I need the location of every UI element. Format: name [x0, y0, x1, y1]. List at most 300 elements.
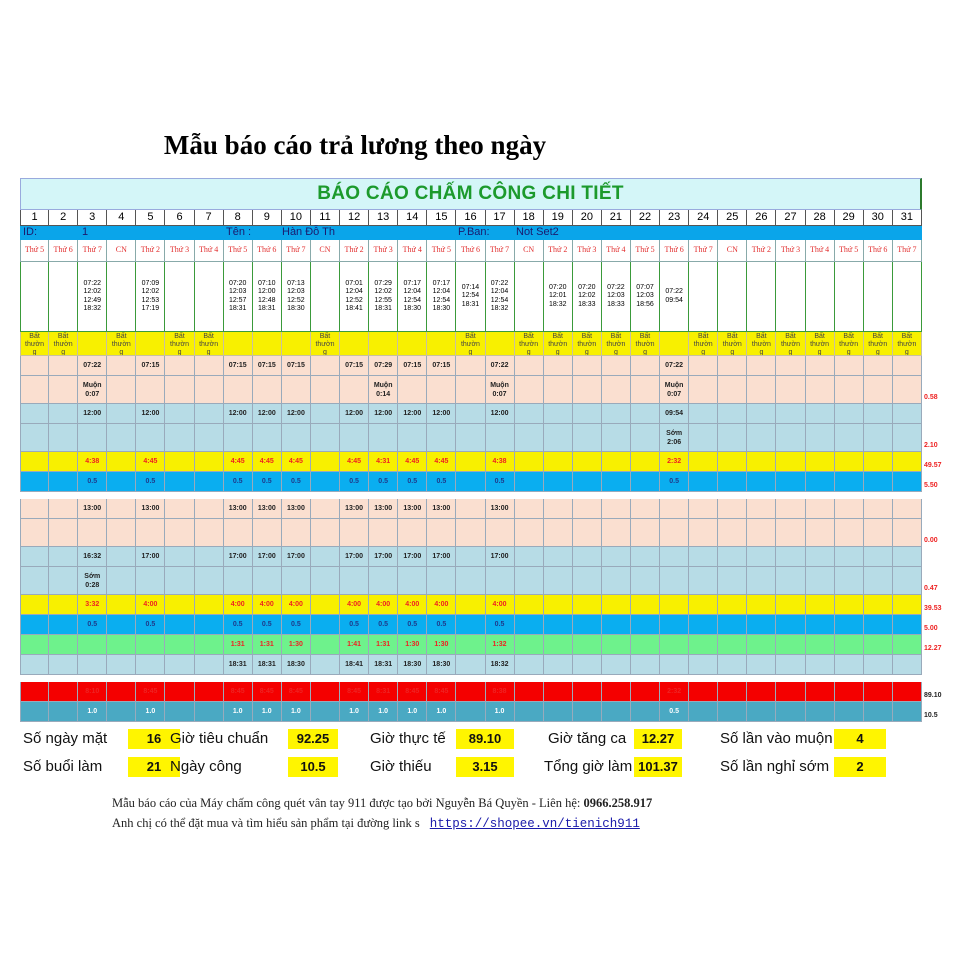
data-cell: 07:22 — [486, 356, 515, 376]
data-cell — [631, 682, 660, 702]
data-cell — [107, 452, 136, 472]
data-cell — [864, 499, 893, 519]
data-cell — [573, 404, 602, 424]
data-cell: 07:15 — [253, 356, 282, 376]
data-cell — [835, 567, 864, 595]
data-cell — [195, 682, 224, 702]
data-cell: 12:00 — [78, 404, 107, 424]
data-cell — [49, 519, 78, 547]
data-cell: 0.5 — [660, 702, 689, 722]
abnormal-row — [20, 332, 922, 356]
day-number-cell: 8 — [224, 210, 253, 226]
data-cell — [20, 519, 49, 547]
data-cell: 07:15 — [398, 356, 427, 376]
data-cell — [776, 615, 805, 635]
data-cell — [20, 472, 49, 492]
data-cell: 0.5 — [427, 472, 456, 492]
data-cell — [165, 472, 194, 492]
data-cell — [515, 547, 544, 567]
data-cell: 4:45 — [282, 452, 311, 472]
data-cell — [835, 452, 864, 472]
data-cell — [20, 655, 49, 675]
data-cell — [456, 376, 485, 404]
data-cell — [864, 615, 893, 635]
gio-thuc-te-value: 89.10 — [456, 729, 514, 749]
data-cell: 0.5 — [398, 472, 427, 492]
data-cell — [631, 472, 660, 492]
data-cell — [253, 376, 282, 404]
data-cell — [107, 424, 136, 452]
data-cell — [165, 635, 194, 655]
data-cell — [456, 615, 485, 635]
report-banner: BÁO CÁO CHẤM CÔNG CHI TIẾT — [20, 178, 922, 210]
data-cell — [544, 547, 573, 567]
data-cell — [515, 356, 544, 376]
data-cell — [689, 356, 718, 376]
data-cell: 0.5 — [340, 472, 369, 492]
data-cell — [398, 519, 427, 547]
data-cell — [689, 376, 718, 404]
data-cell — [747, 424, 776, 452]
data-cell: 8:45 — [282, 682, 311, 702]
data-cell: 07:22 — [78, 356, 107, 376]
id-value: 1 — [82, 226, 89, 238]
data-cell — [340, 376, 369, 404]
punch-times-row — [20, 262, 922, 332]
data-cell — [49, 635, 78, 655]
abnormal-cell: Bất thườn g — [689, 332, 718, 356]
data-cell — [49, 615, 78, 635]
data-cell: 17:00 — [224, 547, 253, 567]
data-cell: Muộn 0:07 — [78, 376, 107, 404]
row-total: 12.27 — [924, 645, 942, 652]
data-cell — [689, 702, 718, 722]
data-cell: 13:00 — [282, 499, 311, 519]
data-cell — [689, 635, 718, 655]
data-cell — [195, 519, 224, 547]
data-cell: 1.0 — [369, 702, 398, 722]
data-cell — [311, 499, 340, 519]
data-cell: 4:00 — [136, 595, 165, 615]
data-cell: 0.5 — [224, 615, 253, 635]
abnormal-cell — [398, 332, 427, 356]
summary-panel — [20, 728, 922, 788]
so-lan-vao-muon-value: 4 — [834, 729, 886, 749]
abnormal-cell — [660, 332, 689, 356]
data-cell: 17:00 — [486, 547, 515, 567]
summary-gio-thieu: Giờ thiếu — [370, 758, 432, 775]
data-cell — [689, 655, 718, 675]
punch-cell: 07:20 12:01 18:32 — [544, 262, 573, 332]
data-cell — [544, 635, 573, 655]
data-cell — [20, 356, 49, 376]
data-cell — [602, 472, 631, 492]
data-cell — [747, 595, 776, 615]
data-cell — [893, 519, 922, 547]
data-cell — [78, 519, 107, 547]
data-cell — [311, 615, 340, 635]
data-cell: 4:00 — [340, 595, 369, 615]
data-cell — [136, 376, 165, 404]
data-cell — [427, 376, 456, 404]
data-cell — [544, 472, 573, 492]
data-cell — [486, 424, 515, 452]
data-row — [20, 499, 922, 519]
data-cell — [835, 595, 864, 615]
row-total: 5.00 — [924, 625, 938, 632]
row-total: 0.00 — [924, 537, 938, 544]
punch-cell — [107, 262, 136, 332]
data-cell — [776, 547, 805, 567]
data-cell — [369, 567, 398, 595]
summary-so-ngay-mat: Số ngày mặt — [23, 730, 108, 747]
data-cell — [515, 682, 544, 702]
data-cell — [747, 702, 776, 722]
data-row — [20, 376, 922, 404]
data-row — [20, 595, 922, 615]
data-cell — [631, 635, 660, 655]
data-cell — [776, 702, 805, 722]
data-cell — [282, 567, 311, 595]
data-cell — [893, 356, 922, 376]
data-row — [20, 472, 922, 492]
day-number-cell: 25 — [718, 210, 747, 226]
so-ngay-mat-value: 16 — [128, 729, 180, 749]
data-cell — [689, 615, 718, 635]
punch-cell: 07:22 09:54 — [660, 262, 689, 332]
data-cell — [456, 424, 485, 452]
data-cell — [864, 635, 893, 655]
day-number-cell: 15 — [427, 210, 456, 226]
summary-gio-tieu-chuan: Giờ tiêu chuẩn — [170, 730, 269, 747]
data-cell: 18:30 — [427, 655, 456, 675]
data-cell — [835, 472, 864, 492]
data-cell: 12:00 — [136, 404, 165, 424]
shop-link[interactable]: https://shopee.vn/tienich911 — [429, 817, 640, 831]
weekday-cell: Thứ 4 — [602, 240, 631, 262]
data-cell: 13:00 — [78, 499, 107, 519]
data-cell — [195, 567, 224, 595]
data-cell — [864, 595, 893, 615]
day-number-cell: 2 — [49, 210, 78, 226]
data-cell — [602, 452, 631, 472]
tong-gio-lam-value: 101.37 — [634, 757, 682, 777]
data-cell: Sớm 0:28 — [78, 567, 107, 595]
data-cell — [747, 404, 776, 424]
data-cell — [864, 655, 893, 675]
data-cell — [806, 547, 835, 567]
abnormal-cell: Bất thườn g — [165, 332, 194, 356]
data-cell — [311, 452, 340, 472]
data-cell — [835, 424, 864, 452]
data-cell — [806, 635, 835, 655]
data-cell — [835, 376, 864, 404]
data-cell — [456, 595, 485, 615]
data-cell — [49, 567, 78, 595]
data-cell — [78, 635, 107, 655]
data-cell: 0.5 — [398, 615, 427, 635]
abnormal-cell: Bất thườn g — [776, 332, 805, 356]
data-cell — [806, 472, 835, 492]
data-cell: 0.5 — [486, 472, 515, 492]
punch-cell: 07:14 12:54 18:31 — [456, 262, 485, 332]
day-number-cell: 26 — [747, 210, 776, 226]
abnormal-cell: Bất thườn g — [49, 332, 78, 356]
data-cell — [49, 452, 78, 472]
data-cell: 8:10 — [78, 682, 107, 702]
data-cell — [776, 472, 805, 492]
day-number-cell: 22 — [631, 210, 660, 226]
data-cell — [544, 595, 573, 615]
data-cell — [165, 595, 194, 615]
summary-so-lan-nghi-som: Số lần nghỉ sớm — [720, 758, 830, 775]
data-cell — [718, 547, 747, 567]
data-cell — [107, 567, 136, 595]
data-row — [20, 356, 922, 376]
data-cell — [747, 499, 776, 519]
data-cell — [195, 424, 224, 452]
data-cell — [165, 519, 194, 547]
data-cell — [718, 567, 747, 595]
data-cell — [573, 499, 602, 519]
data-cell: 18:32 — [486, 655, 515, 675]
day-number-cell: 18 — [515, 210, 544, 226]
data-cell: 13:00 — [340, 499, 369, 519]
data-cell — [602, 547, 631, 567]
data-cell — [282, 519, 311, 547]
data-cell: 1.0 — [224, 702, 253, 722]
data-cell — [20, 635, 49, 655]
data-cell: Muộn 0:14 — [369, 376, 398, 404]
data-cell: 18:30 — [282, 655, 311, 675]
data-cell — [369, 424, 398, 452]
weekday-cell: Thứ 4 — [398, 240, 427, 262]
data-cell — [718, 615, 747, 635]
abnormal-cell — [78, 332, 107, 356]
data-cell — [311, 404, 340, 424]
data-cell — [835, 682, 864, 702]
data-cell — [631, 595, 660, 615]
data-cell: 17:00 — [282, 547, 311, 567]
data-cell: 1.0 — [253, 702, 282, 722]
data-cell — [718, 356, 747, 376]
data-cell — [486, 519, 515, 547]
data-cell: 07:15 — [340, 356, 369, 376]
data-cell — [311, 702, 340, 722]
data-row — [20, 547, 922, 567]
data-cell: 13:00 — [253, 499, 282, 519]
weekday-cell: Thứ 4 — [806, 240, 835, 262]
data-cell — [602, 635, 631, 655]
data-cell — [573, 547, 602, 567]
data-cell — [602, 702, 631, 722]
data-cell — [835, 499, 864, 519]
data-cell: 1:31 — [253, 635, 282, 655]
data-cell — [747, 519, 776, 547]
data-cell — [776, 452, 805, 472]
data-cell — [515, 595, 544, 615]
data-cell: 3:32 — [78, 595, 107, 615]
data-cell — [107, 356, 136, 376]
abnormal-cell: Bất thườn g — [864, 332, 893, 356]
dept-label: P.Ban: — [458, 226, 490, 238]
data-cell — [747, 682, 776, 702]
data-cell — [456, 635, 485, 655]
data-cell — [573, 635, 602, 655]
day-number-cell: 29 — [835, 210, 864, 226]
data-cell: 0.5 — [78, 472, 107, 492]
data-cell — [20, 567, 49, 595]
data-cell — [806, 702, 835, 722]
data-cell: 17:00 — [398, 547, 427, 567]
data-cell — [49, 404, 78, 424]
data-cell: 4:00 — [398, 595, 427, 615]
data-cell — [747, 452, 776, 472]
data-cell — [107, 376, 136, 404]
data-cell — [136, 655, 165, 675]
data-cell — [689, 682, 718, 702]
data-cell — [864, 702, 893, 722]
abnormal-cell — [369, 332, 398, 356]
data-cell: 2:32 — [660, 682, 689, 702]
data-cell — [20, 404, 49, 424]
data-cell: 12:00 — [340, 404, 369, 424]
data-cell — [835, 615, 864, 635]
data-cell — [631, 702, 660, 722]
data-cell — [195, 635, 224, 655]
data-cell — [689, 547, 718, 567]
data-cell: Muộn 0:07 — [660, 376, 689, 404]
data-cell — [835, 404, 864, 424]
summary-gio-thuc-te: Giờ thực tế — [370, 730, 446, 747]
data-cell — [515, 567, 544, 595]
data-cell: 16:32 — [78, 547, 107, 567]
data-cell — [253, 424, 282, 452]
data-cell — [864, 519, 893, 547]
data-cell — [165, 424, 194, 452]
data-cell: 0.5 — [369, 615, 398, 635]
data-cell — [515, 519, 544, 547]
weekday-cell: Thứ 7 — [78, 240, 107, 262]
data-cell: 13:00 — [369, 499, 398, 519]
data-cell — [660, 547, 689, 567]
data-cell: 13:00 — [398, 499, 427, 519]
data-cell — [311, 424, 340, 452]
data-cell — [573, 702, 602, 722]
punch-cell — [311, 262, 340, 332]
abnormal-cell: Bất thườn g — [631, 332, 660, 356]
data-cell — [776, 595, 805, 615]
data-cell — [456, 472, 485, 492]
data-cell: 0.5 — [660, 472, 689, 492]
data-cell — [20, 424, 49, 452]
punch-cell: 07:22 12:02 12:49 18:32 — [78, 262, 107, 332]
data-cell — [689, 595, 718, 615]
weekday-cell: Thứ 3 — [165, 240, 194, 262]
data-cell — [398, 567, 427, 595]
data-cell — [835, 547, 864, 567]
weekday-cell: Thứ 5 — [224, 240, 253, 262]
punch-cell: 07:07 12:03 18:56 — [631, 262, 660, 332]
data-cell — [195, 404, 224, 424]
data-cell — [78, 655, 107, 675]
data-cell: 4:45 — [136, 452, 165, 472]
data-cell — [573, 595, 602, 615]
data-cell — [340, 424, 369, 452]
data-cell: 1:30 — [427, 635, 456, 655]
data-cell — [806, 404, 835, 424]
data-cell — [747, 547, 776, 567]
data-cell: 12:00 — [398, 404, 427, 424]
day-number-cell: 12 — [340, 210, 369, 226]
data-cell: 07:15 — [282, 356, 311, 376]
day-number-cell: 19 — [544, 210, 573, 226]
data-cell: 0.5 — [340, 615, 369, 635]
data-cell — [893, 376, 922, 404]
data-cell — [49, 547, 78, 567]
weekday-cell: CN — [515, 240, 544, 262]
data-cell — [602, 376, 631, 404]
data-cell — [544, 404, 573, 424]
data-cell — [747, 472, 776, 492]
data-cell — [49, 424, 78, 452]
punch-cell: 07:20 12:03 12:57 18:31 — [224, 262, 253, 332]
row-total: 0.47 — [924, 585, 938, 592]
data-cell: 8:45 — [398, 682, 427, 702]
data-cell: 07:15 — [427, 356, 456, 376]
abnormal-cell: Bất thườn g — [893, 332, 922, 356]
row-total: 89.10 — [924, 692, 942, 699]
data-cell — [456, 655, 485, 675]
data-cell — [864, 424, 893, 452]
data-cell — [806, 356, 835, 376]
data-cell: 8:45 — [136, 682, 165, 702]
data-cell — [718, 655, 747, 675]
data-cell — [340, 519, 369, 547]
data-cell: 4:45 — [427, 452, 456, 472]
data-cell — [573, 519, 602, 547]
data-cell — [456, 702, 485, 722]
data-cell — [544, 702, 573, 722]
data-cell — [195, 547, 224, 567]
day-number-cell: 27 — [776, 210, 805, 226]
data-cell — [893, 472, 922, 492]
data-cell — [195, 615, 224, 635]
data-cell — [224, 376, 253, 404]
data-cell: Muộn 0:07 — [486, 376, 515, 404]
data-cell: 0.5 — [282, 472, 311, 492]
data-cell — [718, 499, 747, 519]
data-cell — [631, 356, 660, 376]
weekday-cell: Thứ 6 — [864, 240, 893, 262]
data-cell: 1.0 — [398, 702, 427, 722]
punch-cell — [747, 262, 776, 332]
data-cell: 18:30 — [398, 655, 427, 675]
data-cell: 4:00 — [253, 595, 282, 615]
data-cell: 0.5 — [136, 615, 165, 635]
data-cell — [544, 424, 573, 452]
summary-gio-tang-ca: Giờ tăng ca — [548, 730, 627, 747]
data-cell — [864, 356, 893, 376]
data-cell — [165, 615, 194, 635]
data-cell — [311, 635, 340, 655]
abnormal-cell — [340, 332, 369, 356]
data-cell: 17:00 — [427, 547, 456, 567]
data-cell: 07:29 — [369, 356, 398, 376]
data-cell — [602, 356, 631, 376]
data-cell — [776, 635, 805, 655]
data-cell: 13:00 — [427, 499, 456, 519]
